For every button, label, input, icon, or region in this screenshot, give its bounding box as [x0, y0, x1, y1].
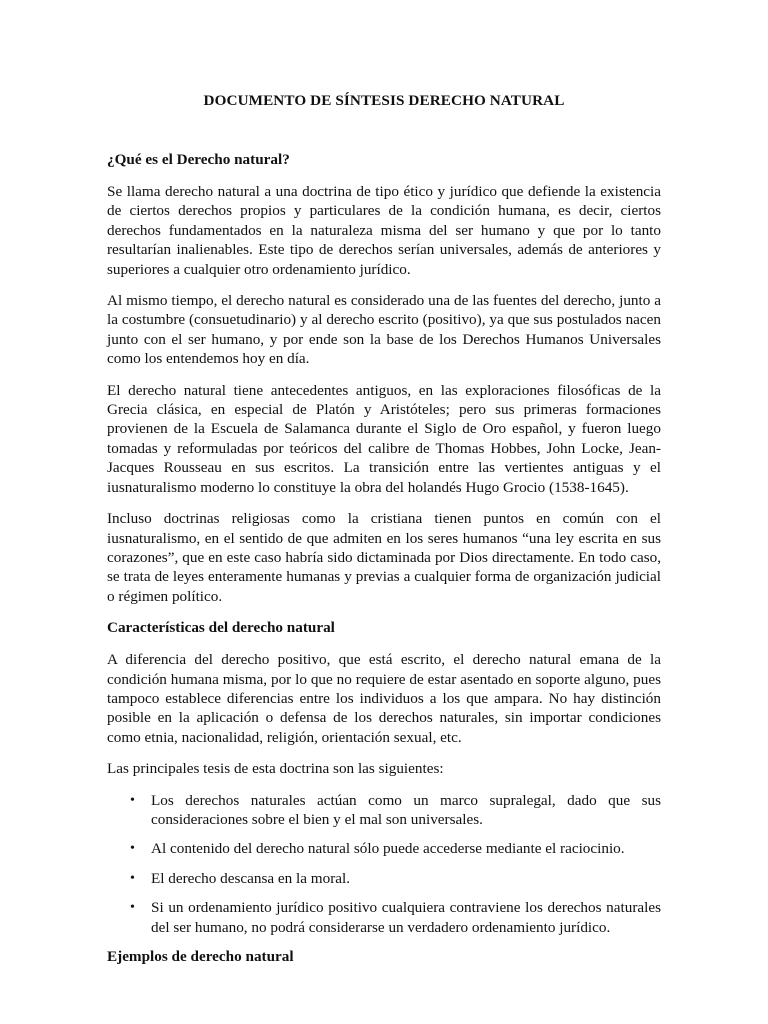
section-heading-characteristics: Características del derecho natural: [107, 619, 335, 637]
paragraph: El derecho natural tiene antecedentes antiguos, en las exploraciones filosóficas de la Grecia clásica, en especial de Platón y Aristóteles; pero sus primeras formaciones provienen de la Escuela de Salamanca durante el Siglo de Oro español, y fueron luego tomadas y reformuladas por teóricos del calibre de Thomas Hobbes, John Locke, Jean-Jacques Rousseau en sus escritos. La transición entre las vertientes antiguas y el iusnaturalismo moderno lo constituye la obra del holandés Hugo Grocio (1538-1645).: [107, 381, 661, 496]
bullet-icon: •: [130, 841, 135, 857]
list-item: [107, 898, 661, 937]
list-item-text: Los derechos naturales actúan como un marco supralegal, dado que sus consideraciones sobre el bien y el mal son universales.: [151, 791, 661, 828]
list-item-text: Si un ordenamiento jurídico positivo cualquiera contraviene los derechos naturales del ser humano, no podrá considerarse un verdadero ordenamiento jurídico.: [151, 899, 661, 936]
paragraph: Se llama derecho natural a una doctrina de tipo ético y jurídico que defiende la existencia de ciertos derechos propios y particulares de la condición humana, es decir, ciertos derechos fundamentados en la naturaleza misma del ser humano y que por lo tanto resultarían inalienables. Este tipo de derechos serían universales, además de anteriores y superiores a cualquier otro ordenamiento jurídico.: [107, 183, 661, 278]
bullet-icon: •: [130, 792, 135, 808]
theses-list: [107, 791, 661, 937]
paragraph: Al mismo tiempo, el derecho natural es considerado una de las fuentes del derecho, junto a la costumbre (consuetudinario) y al derecho escrito (positivo), ya que sus postulados nacen junto con el ser humano, y por ende son la base de los Derechos Humanos Universales como los entendemos hoy en día.: [107, 292, 661, 368]
bullet-icon: •: [130, 900, 135, 916]
paragraph: Las principales tesis de esta doctrina son las siguientes:: [107, 760, 444, 778]
section-heading-what-is: ¿Qué es el Derecho natural?: [107, 151, 290, 168]
paragraph: A diferencia del derecho positivo, que está escrito, el derecho natural emana de la condición humana misma, por lo que no requiere de estar asentado en soporte alguno, pues tampoco establece diferencias entre los individuos a los que ampara. No hay distinción posible en la aplicación o defensa de los derechos naturales, sin importar condiciones como etnia, nacionalidad, religión, orientación sexual, etc.: [107, 651, 661, 746]
section-heading-examples: Ejemplos de derecho natural: [107, 948, 294, 965]
list-item: [107, 791, 661, 830]
list-item-text: El derecho descansa en la moral.: [151, 869, 351, 887]
list-item: [107, 869, 661, 888]
document-page: [107, 90, 661, 979]
bullet-icon: •: [130, 870, 135, 886]
list-item: [107, 839, 661, 858]
document-title: DOCUMENTO DE SÍNTESIS DERECHO NATURAL: [203, 92, 565, 109]
paragraph: Incluso doctrinas religiosas como la cristiana tienen puntos en común con el iusnaturalismo, en el sentido de que admiten en los seres humanos “una ley escrita en sus corazones”, que en este caso habría sido dictaminada por Dios directamente. En todo caso, se trata de leyes enteramente humanas y previas a cualquier forma de organización judicial o régimen político.: [107, 510, 661, 605]
list-item-text: Al contenido del derecho natural sólo puede accederse mediante el raciocinio.: [151, 840, 625, 858]
